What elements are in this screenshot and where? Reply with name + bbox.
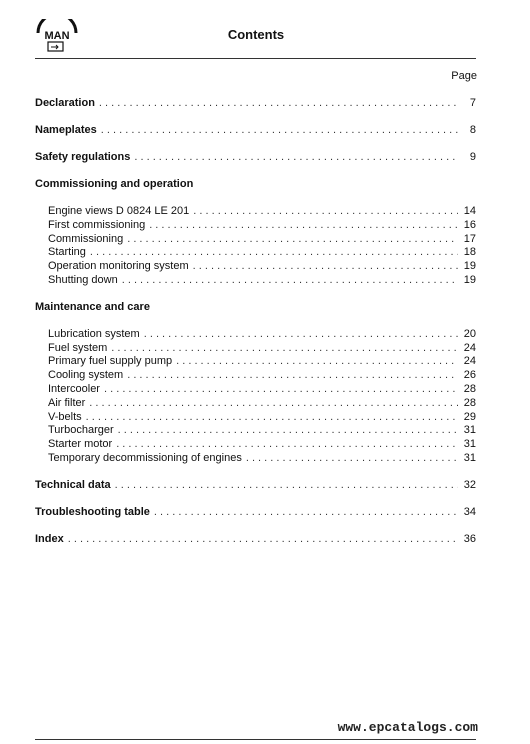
- toc-entry[interactable]: [35, 205, 476, 219]
- toc-leader-dots: [193, 260, 458, 274]
- toc-entry-page: 26: [463, 369, 476, 382]
- toc-leader-dots: [101, 124, 458, 138]
- toc-entry[interactable]: [35, 424, 476, 438]
- toc-entry-page: 16: [463, 218, 476, 231]
- toc-entry-label: Index: [35, 533, 64, 546]
- toc-entry[interactable]: [35, 438, 476, 452]
- toc-leader-dots: [154, 506, 458, 520]
- toc-entry[interactable]: [35, 452, 476, 466]
- toc-entry-label: Starting: [48, 246, 86, 259]
- toc-entry[interactable]: [35, 411, 476, 425]
- toc-entry[interactable]: [35, 260, 476, 274]
- toc-leader-dots: [104, 383, 458, 397]
- toc-entry-page: 24: [463, 341, 476, 354]
- toc-entry-page: 7: [469, 97, 476, 109]
- toc-entry-page: 18: [463, 246, 476, 259]
- toc-entry-label: Technical data: [35, 479, 111, 492]
- toc-leader-dots: [246, 452, 458, 466]
- toc-entry-page: 19: [463, 260, 476, 273]
- toc-entry-label: Fuel system: [48, 341, 108, 354]
- toc-entry[interactable]: [35, 246, 476, 260]
- toc-leader-dots: [115, 479, 458, 493]
- page-title: Contents: [227, 27, 285, 42]
- toc-entry-label: Shutting down: [48, 273, 118, 286]
- toc-entry-page: 14: [463, 204, 476, 217]
- toc-entry-page: 28: [463, 396, 476, 409]
- toc-leader-dots: [116, 438, 458, 452]
- toc-leader-dots: [90, 246, 458, 260]
- toc-entry[interactable]: [35, 233, 476, 247]
- watermark: www.epcatalogs.com: [337, 720, 478, 735]
- toc-entry[interactable]: [35, 178, 476, 192]
- toc-entry-label: Lubrication system: [48, 327, 140, 340]
- toc-entry-page: 20: [463, 327, 476, 340]
- toc-entry[interactable]: [35, 151, 476, 165]
- toc-entry-label: Safety regulations: [35, 150, 131, 163]
- toc-leader-dots: [127, 233, 458, 247]
- toc-entry[interactable]: [35, 355, 476, 369]
- toc-leader-dots: [99, 97, 458, 111]
- toc-entry-label: Engine views D 0824 LE 201: [48, 204, 190, 217]
- toc-entry[interactable]: [35, 219, 476, 233]
- table-of-contents: [35, 97, 476, 560]
- toc-entry-label: First commissioning: [48, 218, 146, 231]
- toc-leader-dots: [118, 424, 458, 438]
- toc-entry[interactable]: [35, 274, 476, 288]
- toc-entry-page: 28: [463, 383, 476, 396]
- toc-entry-label: Troubleshooting table: [35, 506, 150, 519]
- toc-entry[interactable]: [35, 97, 476, 111]
- toc-entry-page: 31: [463, 424, 476, 437]
- toc-entry-page: 19: [463, 273, 476, 286]
- toc-entry[interactable]: [35, 479, 476, 493]
- toc-leader-dots: [68, 533, 458, 547]
- page-column-label: Page: [451, 70, 477, 82]
- toc-entry-label: V-belts: [48, 410, 82, 423]
- toc-entry-page: 8: [469, 123, 476, 136]
- svg-text:MAN: MAN: [44, 30, 70, 42]
- toc-entry-page: 32: [463, 479, 476, 492]
- toc-entry-label: Commissioning and operation: [35, 177, 194, 190]
- toc-entry-label: Starter motor: [48, 438, 113, 451]
- toc-entry[interactable]: [35, 369, 476, 383]
- toc-entry-page: 17: [463, 232, 476, 245]
- toc-entry-label: Declaration: [35, 97, 95, 109]
- toc-entry[interactable]: [35, 301, 476, 315]
- toc-entry[interactable]: [35, 533, 476, 547]
- toc-entry[interactable]: [35, 328, 476, 342]
- toc-entry-label: Nameplates: [35, 123, 97, 136]
- toc-entry[interactable]: [35, 506, 476, 520]
- toc-leader-dots: [134, 151, 458, 165]
- toc-entry[interactable]: [35, 124, 476, 138]
- toc-leader-dots: [193, 205, 458, 219]
- toc-entry-page: 9: [469, 150, 476, 163]
- toc-entry-label: Air filter: [48, 396, 86, 409]
- toc-leader-dots: [176, 355, 458, 369]
- toc-entry-label: Maintenance and care: [35, 300, 150, 313]
- toc-leader-dots: [149, 219, 458, 233]
- toc-entry[interactable]: [35, 383, 476, 397]
- toc-leader-dots: [86, 411, 458, 425]
- toc-entry[interactable]: [35, 342, 476, 356]
- toc-leader-dots: [111, 342, 458, 356]
- toc-entry-page: 31: [463, 438, 476, 451]
- toc-entry-page: 36: [463, 533, 476, 546]
- toc-entry-page: 31: [463, 452, 476, 465]
- toc-entry-label: Primary fuel supply pump: [48, 355, 173, 368]
- toc-leader-dots: [144, 328, 458, 342]
- toc-entry-label: Operation monitoring system: [48, 260, 189, 273]
- toc-entry-page: 24: [463, 355, 476, 368]
- toc-entry-label: Intercooler: [48, 383, 100, 396]
- toc-entry-page: 34: [463, 506, 476, 519]
- toc-entry-label: Temporary decommissioning of engines: [48, 452, 242, 465]
- toc-entry-page: 29: [463, 410, 476, 423]
- footer-rule: [35, 739, 476, 740]
- toc-leader-dots: [127, 369, 458, 383]
- toc-entry-label: Commissioning: [48, 232, 124, 245]
- toc-leader-dots: [122, 274, 458, 288]
- header-rule: [35, 58, 476, 59]
- toc-entry[interactable]: [35, 397, 476, 411]
- toc-leader-dots: [89, 397, 458, 411]
- toc-entry-label: Cooling system: [48, 369, 124, 382]
- toc-entry-label: Turbocharger: [48, 424, 114, 437]
